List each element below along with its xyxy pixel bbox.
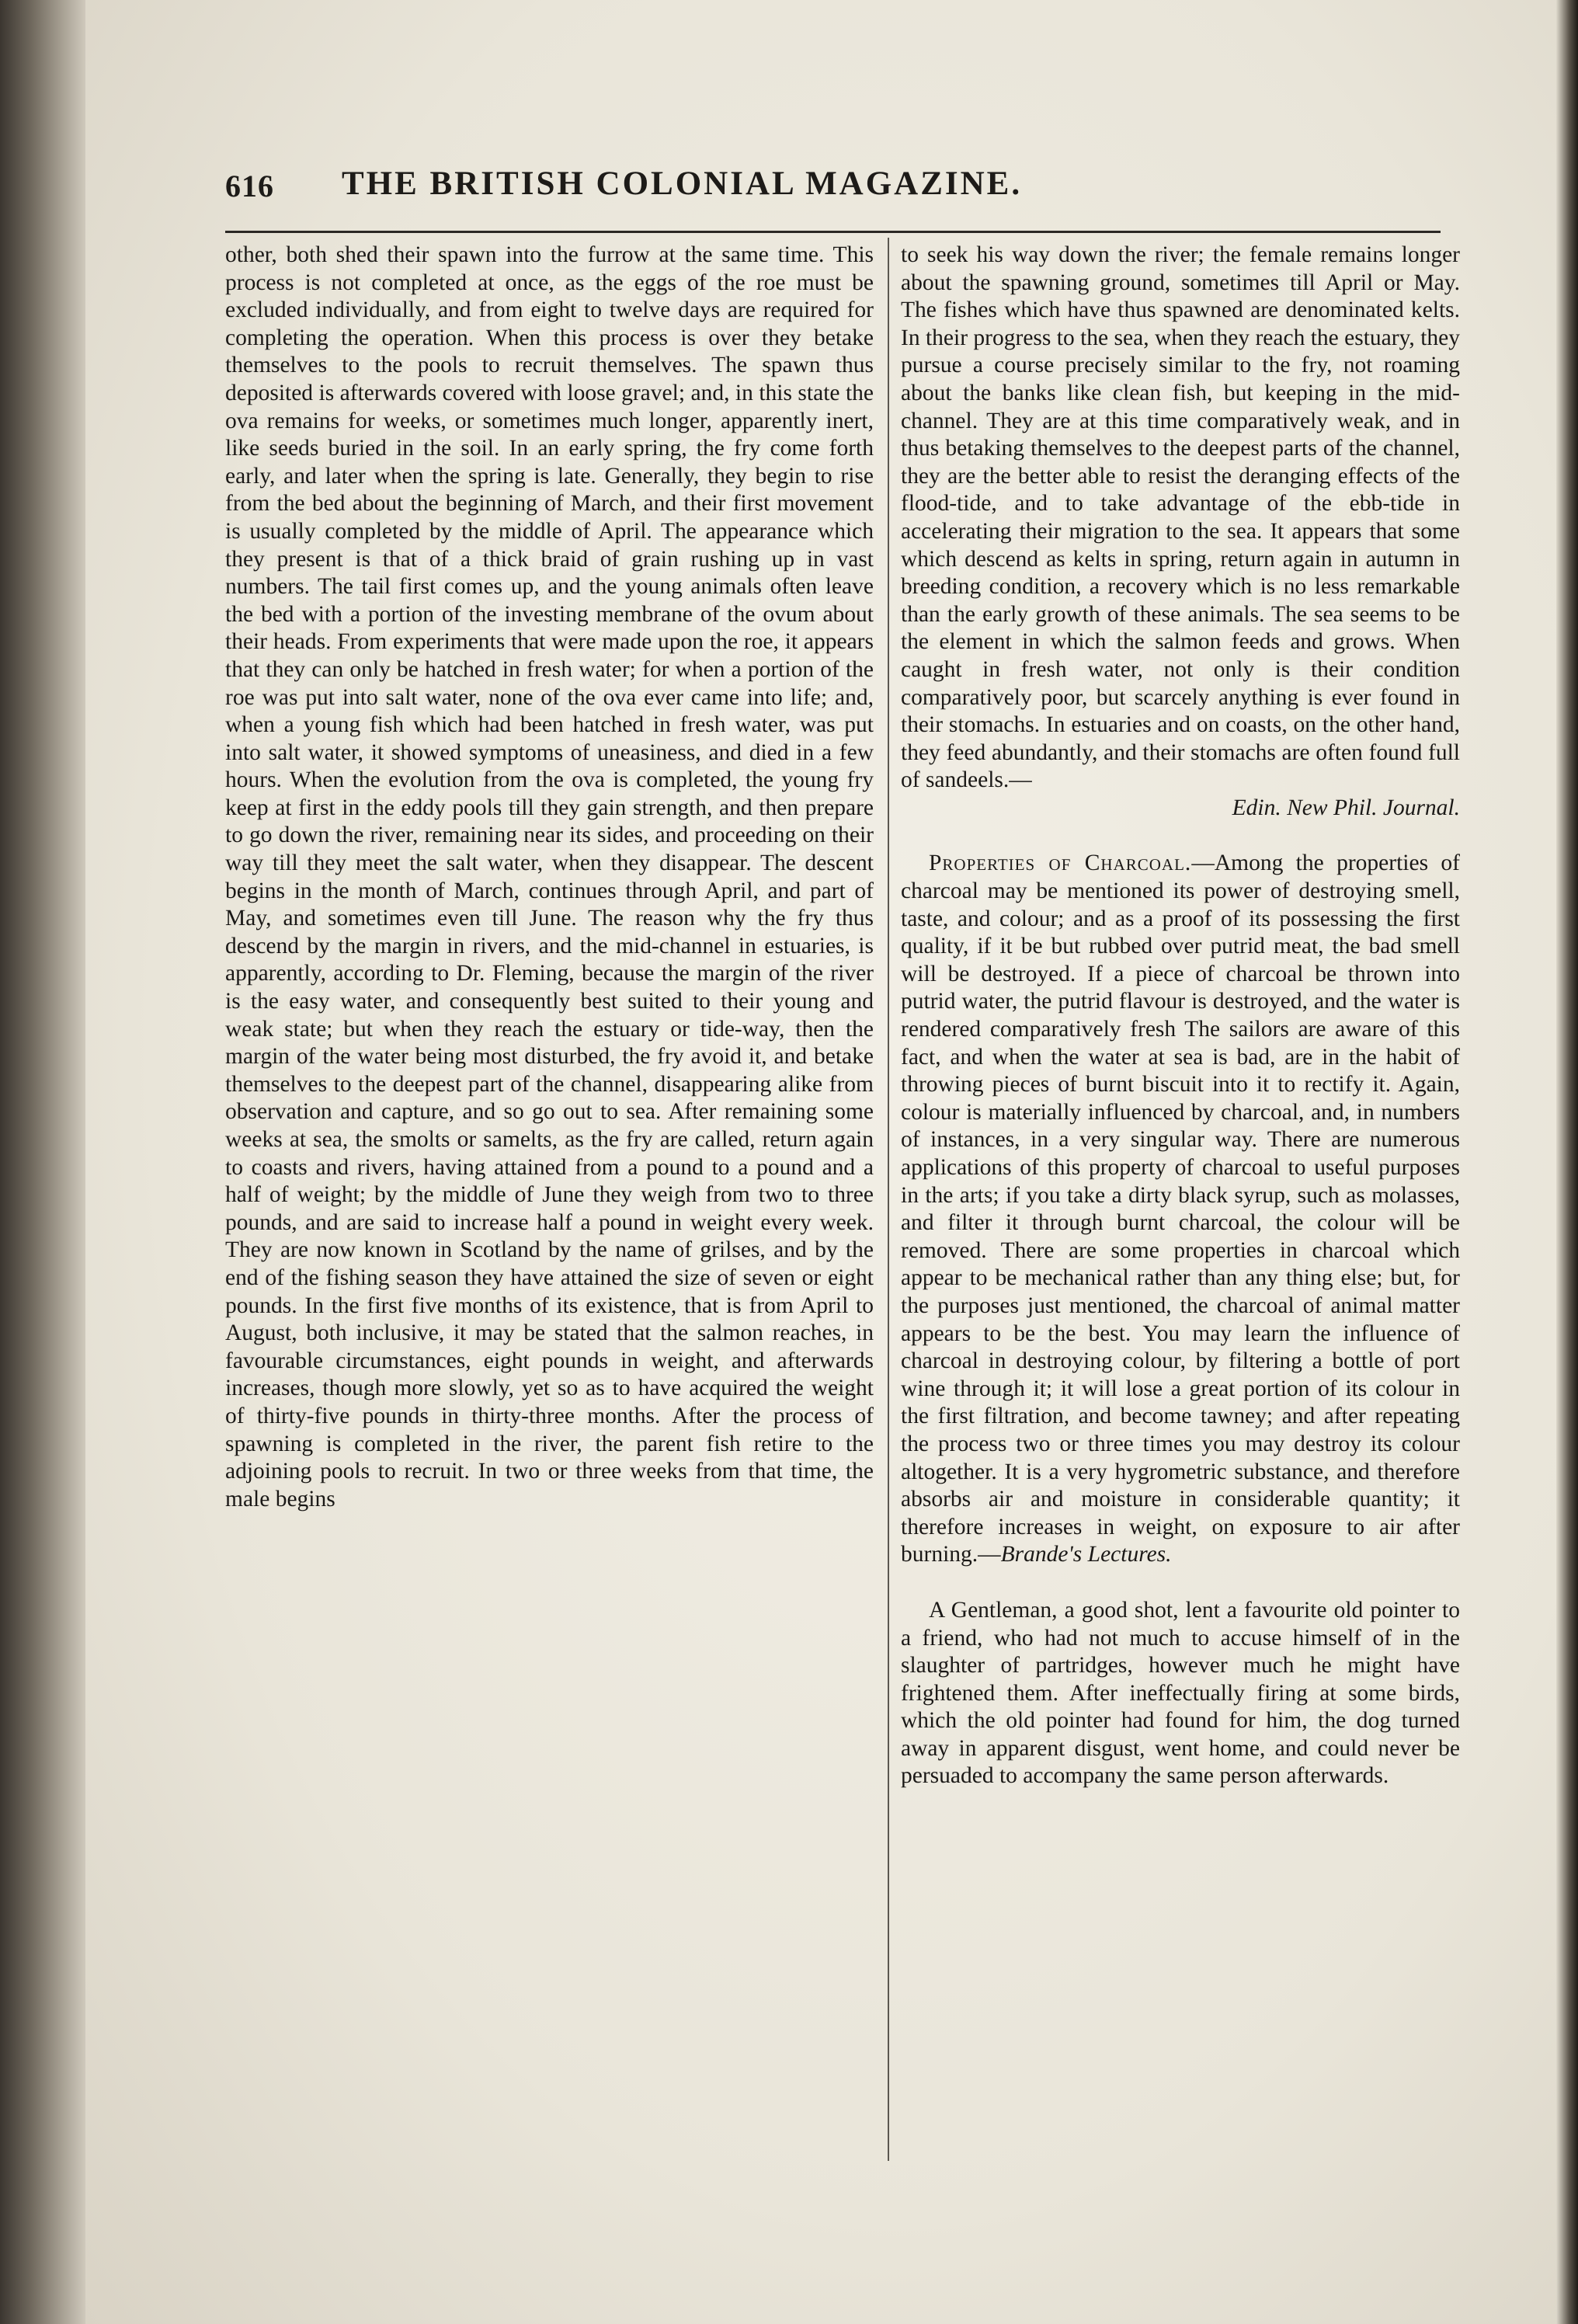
header-rule: [225, 231, 1441, 233]
salmon-source: Edin. New Phil. Journal.: [1232, 795, 1460, 820]
left-column: [225, 242, 874, 1513]
salmon-article-continuation: to seek his way down the river; the female remains longer about the spawning ground, sometimes till April or May. The fishes which have thus spawned are denominated kelts. In their progress to the sea, when they reach the estuary, they pursue a course precisely similar to the fry, not roaming about the banks like clean fish, but keeping in the mid-channel. They are at this time comparatively weak, and in thus betaking themselves to the deepest parts of the channel, they are the better able to resist the deranging effects of the flood-tide, and to take advantage of the ebb-tide in accelerating their migration to the sea. It appears that some which descend as kelts in spring, return again in autumn in breeding condition, a recovery which is no less remarkable than the early growth of these animals. The sea seems to be the element in which the salmon feeds and grows. When caught in fresh water, not only is their condition comparatively poor, but scarcely anything is ever found in their stomachs. In estuaries and on coasts, on the other hand, they feed abundantly, and their stomachs are often found full of sandeels.—: [901, 242, 1460, 793]
charcoal-heading: Properties of Charcoal.: [929, 851, 1192, 876]
section-gap: [901, 822, 1460, 850]
pointer-anecdote: A Gentleman, a good shot, lent a favourite old pointer to a friend, who had not much to accuse himself of in the slaughter of partridges, however much he might have frightened them. After ineffectually firing at some birds, which the old pointer had found for him, the dog turned away in apparent disgust, went home, and could never be persuaded to accompany the same person afterwards.: [901, 1597, 1460, 1789]
running-title: THE BRITISH COLONIAL MAGAZINE.: [342, 165, 1023, 202]
book-spine-shadow: [0, 0, 85, 2324]
salmon-article-body: other, both shed their spawn into the furrow at the same time. This process is not completed at once, as the eggs of the roe must be excluded individually, and from eight to twelve days are required for completing the operation. When this process is over they betake themselves to the pools to recruit themselves. The spawn thus deposited is afterwards covered with loose gravel; and, in this state the ova remains for weeks, or sometimes much longer, apparently inert, like seeds buried in the soil. In an early spring, the fry come forth early, and later when the spring is late. Generally, they begin to rise from the bed about the beginning of March, and their first movement is usually completed by the middle of April. The appearance which they present is that of a thick braid of grain rushing up in vast numbers. The tail first comes up, and the young animals often leave the bed with a portion of the investing membrane of the ovum about their heads. From experiments that were made upon the roe, it appears that they can only be hatched in fresh water; for when a portion of the roe was put into salt water, none of the ova ever came into life; and, when a young fish which had been hatched in fresh water, was put into salt water, it showed symptoms of uneasiness, and died in a few hours. When the evolution from the ova is completed, the young fry keep at first in the eddy pools till they gain strength, and then prepare to go down the river, remaining near its sides, and proceeding on their way till they meet the salt water, when they disappear. The descent begins in the month of March, continues through April, and part of May, and sometimes even till June. The reason why the fry thus descend by the margin in rivers, and the mid-channel in estuaries, is apparently, according to Dr. Fleming, because the margin of the river is the easy water, and consequently best suited to their young and weak state; but when they reach the estuary or tide-way, then the margin of the water being most disturbed, the fry avoid it, and betake themselves to the deepest part of the channel, disappearing alike from observation and capture, and so go out to sea. After remaining some weeks at sea, the smolts or samelts, as the fry are called, return again to coasts and rivers, having attained from a pound to a pound and a half of weight; by the middle of June they weigh from two to three pounds, and are said to increase half a pound in weight every week. They are now known in Scotland by the name of grilses, and by the end of the fishing season they have attained the size of seven or eight pounds. In the first five months of its existence, that is from April to August, both inclusive, it may be stated that the salmon reaches, in favourable circumstances, eight pounds in weight, and afterwards increases, though more slowly, yet so as to have acquired the weight of thirty-five pounds in thirty-three months. After the process of spawning is completed in the river, the parent fish retire to the adjoining pools to recruit. In two or three weeks from that time, the male begins: [225, 242, 874, 1512]
page-number: 616: [225, 169, 274, 204]
column-divider: [888, 238, 889, 2161]
section-gap: [901, 1569, 1460, 1597]
page-header: [225, 162, 1456, 216]
page-edge-shadow: [1556, 0, 1578, 2324]
right-column: [901, 242, 1460, 1790]
charcoal-source: Brande's Lectures.: [1000, 1542, 1172, 1567]
charcoal-body: —Among the properties of charcoal may be mentioned its power of destroying smell, taste, and colour; and as a proof of its possessing the first quality, if it be but rubbed over putrid meat, the bad smell will be destroyed. If a piece of charcoal be thrown into putrid water, the putrid flavour is destroyed, and the water is rendered comparatively fresh The sailors are aware of this fact, and when the water at sea is bad, are in the habit of throwing pieces of burnt biscuit into it to rectify it. Again, colour is materially influenced by charcoal, and, in numbers of instances, in a very singular way. There are numerous applications of this property of charcoal to useful purposes in the arts; if you take a dirty black syrup, such as molasses, and filter it through burnt charcoal, the colour will be removed. There are some properties in charcoal which appear to be mechanical rather than any thing else; but, for the purposes just mentioned, the charcoal of animal matter appears to be the best. You may learn the influence of charcoal in destroying colour, by filtering a bottle of port wine through it; it will lose a great portion of its colour in the first filtration, and become tawney; and after repeating the process two or three times you may destroy its colour altogether. It is a very hygrometric substance, and therefore absorbs air and moisture in considerable quantity; it therefore increases in weight, on exposure to air after burning.—: [901, 851, 1460, 1567]
charcoal-article: [901, 850, 1460, 1568]
